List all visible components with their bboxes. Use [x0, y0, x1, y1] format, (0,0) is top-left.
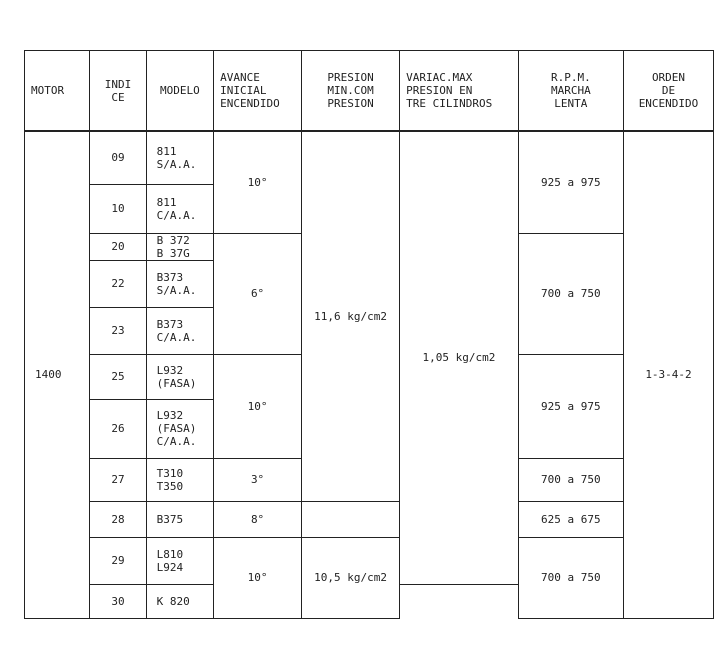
presion-cell: 11,6 kg/cm2 [302, 131, 400, 501]
avance-cell: 6° [214, 233, 302, 354]
header-motor: MOTOR [25, 51, 90, 132]
indice-cell: 26 [90, 399, 146, 458]
indice-cell: 27 [90, 458, 146, 501]
table-row [25, 501, 714, 537]
indice-cell: 23 [90, 307, 146, 354]
avance-cell: 10° [214, 354, 302, 458]
table-row [25, 537, 714, 584]
indice-cell: 29 [90, 537, 146, 584]
presion-cell: 10,5 kg/cm2 [302, 537, 400, 618]
variac-cell: 1,05 kg/cm2 [400, 131, 519, 584]
presion-empty-cell [302, 501, 400, 537]
indice-cell: 10 [90, 184, 146, 233]
rpm-cell: 700 a 750 [518, 458, 623, 501]
indice-cell: 28 [90, 501, 146, 537]
table-row [25, 131, 714, 184]
engine-spec-table [24, 50, 714, 619]
rpm-cell: 700 a 750 [518, 537, 623, 618]
modelo-cell: B375 [146, 501, 213, 537]
rpm-cell: 625 a 675 [518, 501, 623, 537]
indice-cell: 09 [90, 131, 146, 184]
modelo-cell: T310 T350 [146, 458, 213, 501]
modelo-cell: L810 L924 [146, 537, 213, 584]
modelo-cell: B 372 B 37G [146, 233, 213, 260]
avance-cell: 8° [214, 501, 302, 537]
modelo-cell: B373 C/A.A. [146, 307, 213, 354]
indice-cell: 25 [90, 354, 146, 399]
modelo-cell: 811 S/A.A. [146, 131, 213, 184]
header-rpm: R.P.M. MARCHA LENTA [518, 51, 623, 132]
avance-cell: 10° [214, 537, 302, 618]
modelo-cell: L932 (FASA) C/A.A. [146, 399, 213, 458]
indice-cell: 30 [90, 584, 146, 618]
rpm-cell: 925 a 975 [518, 354, 623, 458]
orden-cell: 1-3-4-2 [624, 131, 714, 618]
modelo-cell: B373 S/A.A. [146, 260, 213, 307]
header-presion: PRESION MIN.COM PRESION [302, 51, 400, 132]
avance-cell: 10° [214, 131, 302, 233]
header-orden: ORDEN DE ENCENDIDO [624, 51, 714, 132]
header-modelo: MODELO [146, 51, 213, 132]
header-row [25, 51, 714, 132]
modelo-cell: K 820 [146, 584, 213, 618]
modelo-cell: 811 C/A.A. [146, 184, 213, 233]
modelo-cell: L932 (FASA) [146, 354, 213, 399]
rpm-cell: 700 a 750 [518, 233, 623, 354]
rpm-cell: 925 a 975 [518, 131, 623, 233]
header-variac: VARIAC.MAX PRESION EN TRE CILINDROS [400, 51, 519, 132]
indice-cell: 22 [90, 260, 146, 307]
indice-cell: 20 [90, 233, 146, 260]
avance-cell: 3° [214, 458, 302, 501]
header-indice: INDI CE [90, 51, 146, 132]
motor-cell: 1400 [25, 131, 90, 618]
header-avance: AVANCE INICIAL ENCENDIDO [214, 51, 302, 132]
